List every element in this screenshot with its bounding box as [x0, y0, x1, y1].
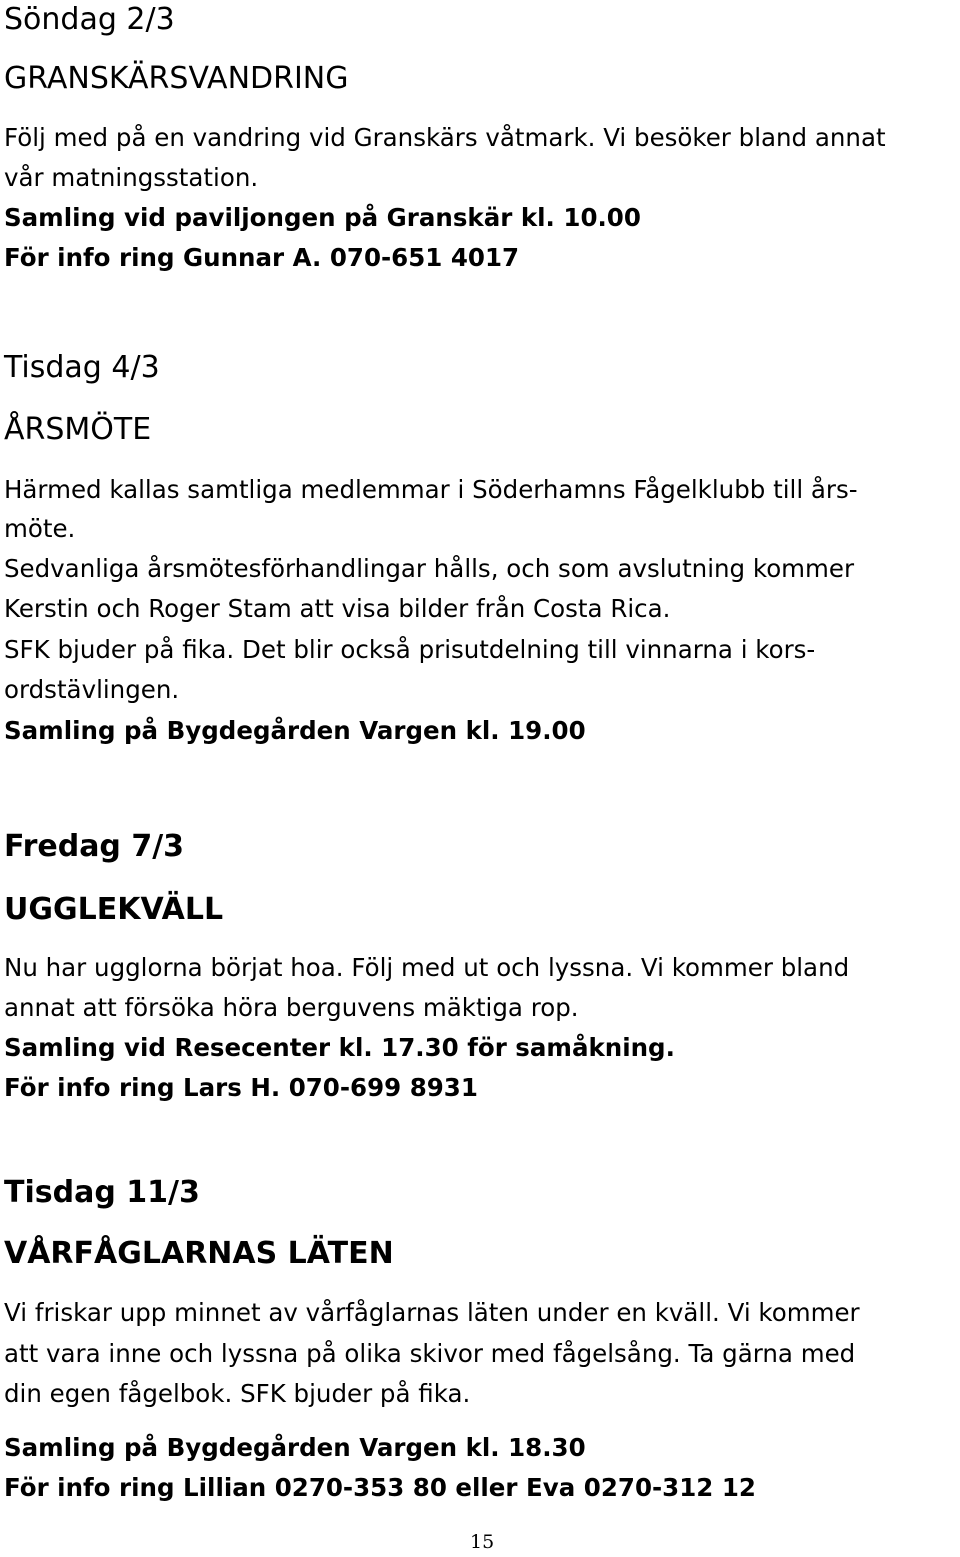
event-meeting-point: Samling på Bygdegården Vargen kl. 19.00	[4, 716, 586, 745]
event-meeting-point: Samling vid paviljongen på Granskär kl. 10.00	[4, 203, 641, 232]
event-description-line: din egen fågelbok. SFK bjuder på fika.	[4, 1379, 471, 1408]
event-description-line: att vara inne och lyssna på olika skivor med fågelsång. Ta gärna med	[4, 1339, 856, 1368]
event-description-line: Kerstin och Roger Stam att visa bilder från Costa Rica.	[4, 594, 671, 623]
event-contact-info: För info ring Lars H. 070-699 8931	[4, 1073, 478, 1102]
event-date: Tisdag 4/3	[4, 350, 160, 385]
event-description-line: SFK bjuder på fika. Det blir också prisutdelning till vinnarna i kors-	[4, 635, 816, 664]
event-description-line: Sedvanliga årsmötesförhandlingar hålls, och som avslutning kommer	[4, 554, 855, 583]
event-description-line: ordstävlingen.	[4, 675, 180, 704]
event-meeting-point: Samling på Bygdegården Vargen kl. 18.30	[4, 1433, 586, 1462]
event-description-line: möte.	[4, 514, 76, 543]
event-title: GRANSKÄRSVANDRING	[4, 61, 349, 96]
event-date: Fredag 7/3	[4, 829, 185, 864]
event-description-line: annat att försöka höra berguvens mäktiga rop.	[4, 993, 579, 1022]
event-description-line: vår matningsstation.	[4, 163, 259, 192]
event-title: VÅRFÅGLARNAS LÄTEN	[4, 1236, 394, 1271]
event-title: ÅRSMÖTE	[4, 412, 152, 447]
page-number: 15	[470, 1531, 495, 1553]
event-title: UGGLEKVÄLL	[4, 892, 224, 927]
event-contact-info: För info ring Lillian 0270-353 80 eller Eva 0270-312 12	[4, 1473, 756, 1502]
event-date: Söndag 2/3	[4, 2, 175, 37]
event-meeting-point: Samling vid Resecenter kl. 17.30 för samåkning.	[4, 1033, 675, 1062]
event-description-line: Härmed kallas samtliga medlemmar i Söderhamns Fågelklubb till års-	[4, 475, 858, 504]
event-date: Tisdag 11/3	[4, 1175, 200, 1210]
event-description-line: Nu har ugglorna börjat hoa. Följ med ut och lyssna. Vi kommer bland	[4, 953, 850, 982]
event-description-line: Följ med på en vandring vid Granskärs våtmark. Vi besöker bland annat	[4, 123, 886, 152]
event-contact-info: För info ring Gunnar A. 070-651 4017	[4, 243, 520, 272]
event-description-line: Vi friskar upp minnet av vårfåglarnas läten under en kväll. Vi kommer	[4, 1298, 860, 1327]
